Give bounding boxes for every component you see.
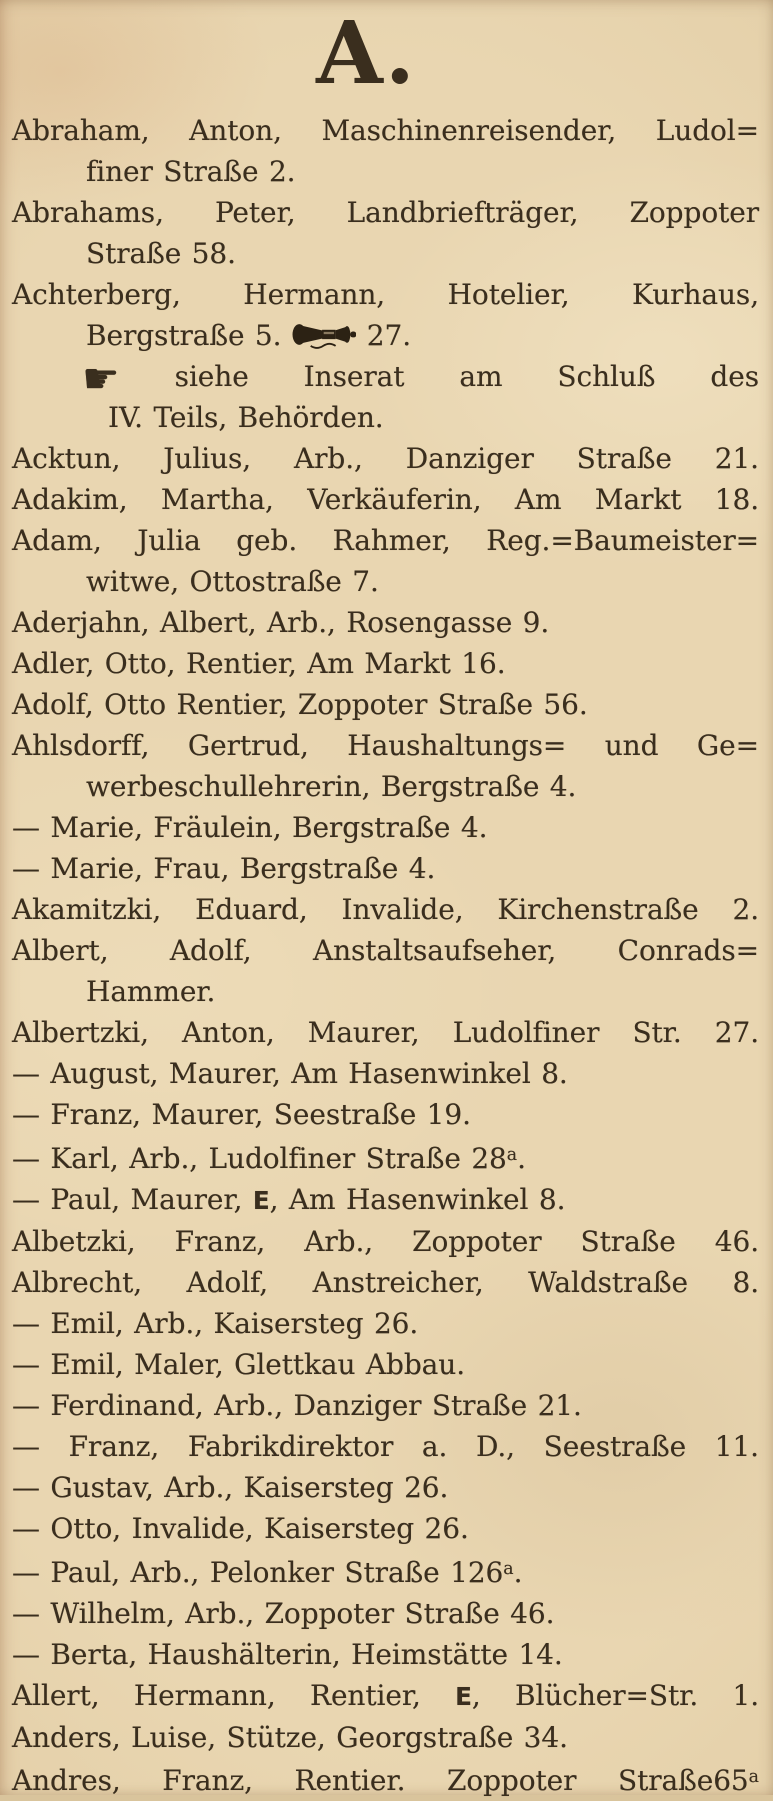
directory-entry	[12, 1385, 759, 1426]
entry-line: Bergstraße 5. 27.	[12, 315, 759, 356]
entry-line: Straße 58.	[86, 237, 236, 270]
directory-entry	[12, 643, 759, 684]
entry-line: IV. Teils, Behörden.	[108, 401, 384, 434]
owner-mark: E	[252, 1185, 270, 1215]
entry-line: Adakim, Martha, Verkäuferin, Am Markt 18.	[12, 483, 759, 516]
entry-line: Allert, Hermann, Rentier, E, Blücher=Str. 1.	[12, 1678, 760, 1712]
directory-entry	[12, 1467, 759, 1508]
directory-entry	[12, 1758, 759, 1801]
entry-line: — Otto, Invalide, Kaisersteg 26.	[12, 1511, 469, 1545]
entry-line: — Franz, Maurer, Seestraße 19.	[12, 1098, 471, 1131]
superscript-letter: a	[748, 1767, 759, 1788]
entry-line: Abraham, Anton, Maschinenreisender, Ludol=	[12, 114, 759, 147]
entry-line: Albetzki, Franz, Arb., Zoppoter Straße 46.	[12, 1224, 759, 1258]
section-letter-heading: A.	[316, 3, 417, 104]
directory-entry	[12, 520, 759, 602]
entry-line: Albert, Adolf, Anstaltsaufseher, Conrads=	[12, 934, 759, 967]
directory-entry	[12, 1508, 759, 1549]
directory-entry	[12, 1717, 759, 1758]
directory-entry	[12, 1303, 759, 1344]
entry-line: — Gustav, Arb., Kaisersteg 26.	[12, 1470, 449, 1504]
entry-line: Albertzki, Anton, Maurer, Ludolfiner Str. 27.	[12, 1016, 759, 1049]
directory-entry	[12, 807, 759, 848]
directory-entry	[12, 848, 759, 889]
directory-entry	[12, 110, 759, 192]
directory-entry	[12, 1549, 759, 1593]
entry-line: Albrecht, Adolf, Anstreicher, Waldstraße 8.	[12, 1265, 759, 1299]
entry-line: — Ferdinand, Arb., Danziger Straße 21.	[12, 1388, 582, 1422]
directory-entries	[0, 106, 773, 1801]
entry-line: — Franz, Fabrikdirektor a. D., Seestraße 11.	[12, 1429, 759, 1463]
directory-entry	[12, 684, 759, 725]
directory-entry	[12, 1593, 759, 1634]
superscript-letter: a	[506, 1145, 518, 1165]
entry-line: Achterberg, Hermann, Hotelier, Kurhaus,	[12, 278, 759, 311]
entry-line: Ahlsdorff, Gertrud, Haushaltungs= und Ge=	[12, 729, 759, 762]
entry-line: Adolf, Otto Rentier, Zoppoter Straße 56.	[12, 688, 588, 721]
entry-line: Akamitzki, Eduard, Invalide, Kirchenstraße 2.	[12, 893, 759, 926]
directory-entry	[12, 274, 759, 356]
entry-line: Anders, Luise, Stütze, Georgstraße 34.	[12, 1720, 568, 1754]
directory-entry	[12, 725, 759, 807]
directory-entry	[12, 889, 759, 930]
entry-line: finer Straße 2.	[86, 155, 296, 188]
entry-line: — Marie, Frau, Bergstraße 4.	[12, 852, 436, 885]
entry-line: ☛ siehe Inserat am Schluß des	[82, 354, 759, 403]
superscript-letter: a	[503, 1558, 514, 1579]
directory-entry	[12, 1012, 759, 1053]
telephone-icon	[292, 315, 356, 356]
entry-line: — Emil, Maler, Glettkau Abbau.	[12, 1347, 466, 1381]
directory-entry	[12, 1094, 759, 1135]
directory-entry	[12, 438, 759, 479]
entry-line: — August, Maurer, Am Hasenwinkel 8.	[12, 1057, 568, 1090]
entry-line: witwe, Ottostraße 7.	[86, 565, 379, 598]
directory-entry	[12, 1053, 759, 1094]
entry-line: — Emil, Arb., Kaisersteg 26.	[12, 1306, 419, 1340]
entry-line: — Wilhelm, Arb., Zoppoter Straße 46.	[12, 1596, 555, 1630]
directory-entry	[12, 930, 759, 1012]
directory-entry	[12, 1135, 759, 1179]
directory-entry	[12, 192, 759, 274]
cross-reference-note	[12, 356, 759, 438]
entry-line: — Marie, Fräulein, Bergstraße 4.	[12, 811, 488, 844]
entry-line: — Karl, Arb., Ludolfiner Straße 28$^a$.	[12, 1141, 526, 1175]
directory-entry	[12, 1262, 759, 1303]
entry-line: Adam, Julia geb. Rahmer, Reg.=Baumeister=	[12, 524, 759, 557]
entry-line: Hammer.	[86, 975, 216, 1008]
directory-entry	[12, 602, 759, 643]
entry-line: Andres, Franz, Rentier. Zoppoter Straße65$^a$	[12, 1764, 759, 1798]
directory-entry	[12, 479, 759, 520]
entry-line: — Paul, Maurer, E, Am Hasenwinkel 8.	[12, 1182, 566, 1216]
directory-entry	[12, 1344, 759, 1385]
entry-line: Abrahams, Peter, Landbriefträger, Zoppoter	[12, 196, 759, 229]
directory-entry	[12, 1634, 759, 1675]
entry-line: werbeschullehrerin, Bergstraße 4.	[86, 770, 577, 803]
directory-entry	[12, 1221, 759, 1262]
entry-line: Adler, Otto, Rentier, Am Markt 16.	[12, 647, 506, 680]
directory-entry	[12, 1426, 759, 1467]
entry-line: — Berta, Haushälterin, Heimstätte 14.	[12, 1637, 563, 1671]
directory-entry	[12, 1675, 759, 1717]
directory-entry	[12, 1179, 759, 1221]
entry-line: — Paul, Arb., Pelonker Straße 126$^a$.	[12, 1555, 523, 1589]
entry-line: Aderjahn, Albert, Arb., Rosengasse 9.	[12, 606, 550, 639]
entry-line: Acktun, Julius, Arb., Danziger Straße 21.	[12, 442, 759, 475]
owner-mark: E	[455, 1681, 472, 1711]
